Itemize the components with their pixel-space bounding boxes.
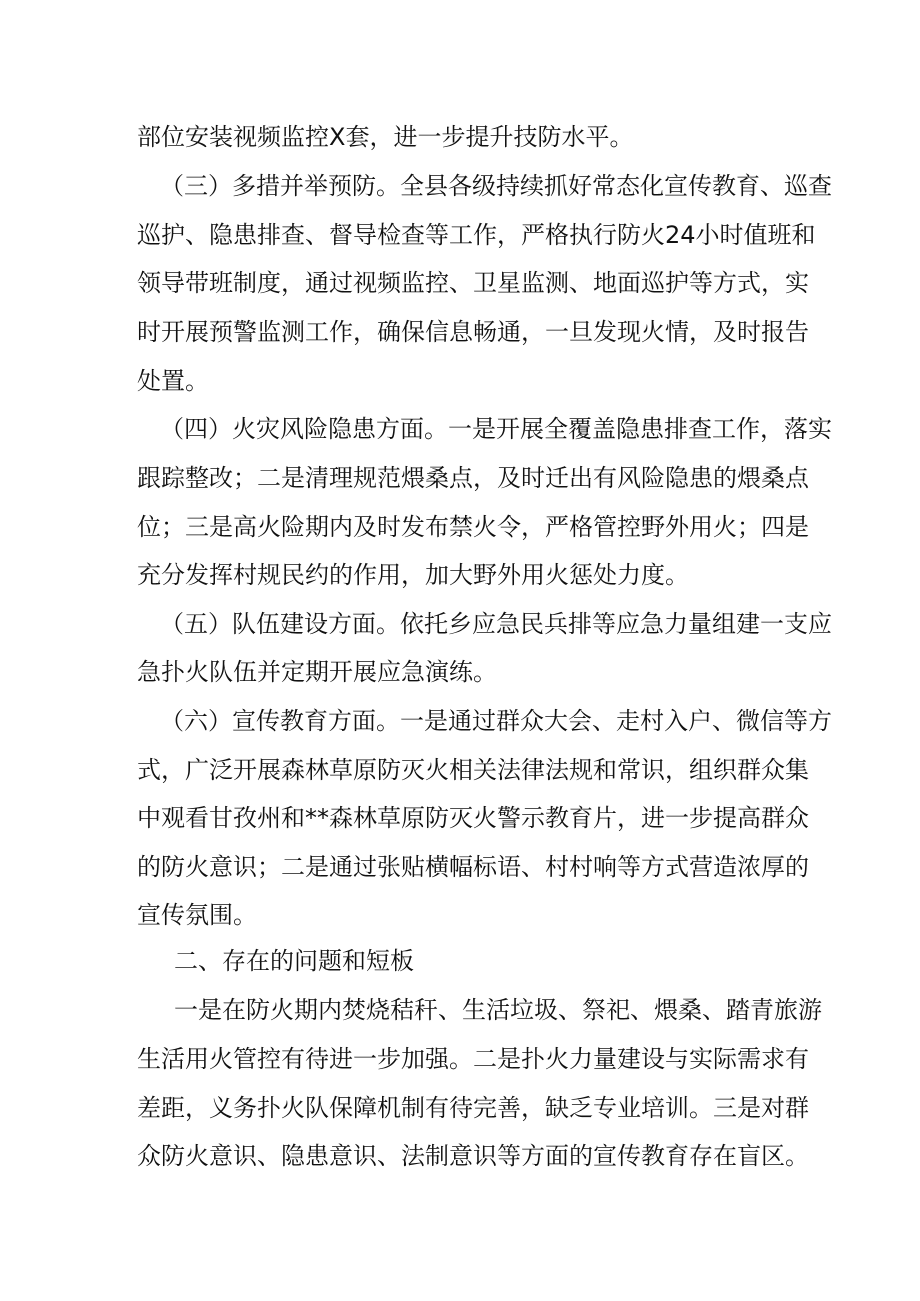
text-line: 领导带班制度，通过视频监控、卫星监测、地面巡护等方式，实	[137, 269, 809, 297]
text-line: 部位安装视频监控X套，进一步提升技防水平。	[137, 123, 634, 151]
paragraph-6-heading-line: （六）宣传教育方面。一是通过群众大会、走村入户、微信等方	[160, 707, 832, 735]
text-line: 位；三是高火险期内及时发布禁火令，严格管控野外用火；四是	[137, 513, 809, 541]
text-line: 的防火意识；二是通过张贴横幅标语、村村响等方式营造浓厚的	[137, 853, 809, 881]
paragraph-5-heading-line: （五）队伍建设方面。依托乡应急民兵排等应急力量组建一支应	[160, 610, 832, 638]
text-line: 中观看甘孜州和**森林草原防灭火警示教育片，进一步提高群众	[137, 804, 809, 832]
text-line: 一是在防火期内焚烧秸秆、生活垃圾、祭祀、煨桑、踏青旅游	[174, 996, 822, 1024]
text-line: 差距，义务扑火队保障机制有待完善，缺乏专业培训。三是对群	[137, 1094, 809, 1122]
section-heading: 二、存在的问题和短板	[174, 947, 414, 975]
text-line: 式，广泛开展森林草原防灭火相关法律法规和常识，组织群众集	[137, 756, 809, 784]
text-line: 巡护、隐患排查、督导检查等工作，严格执行防火24小时值班和	[137, 221, 816, 249]
paragraph-4-heading-line: （四）火灾风险隐患方面。一是开展全覆盖隐患排查工作，落实	[160, 415, 832, 443]
text-line: 急扑火队伍并定期开展应急演练。	[137, 658, 497, 686]
text-line: 跟踪整改；二是清理规范煨桑点，及时迁出有风险隐患的煨桑点	[137, 464, 809, 492]
text-line: 众防火意识、隐患意识、法制意识等方面的宣传教育存在盲区。	[137, 1142, 809, 1170]
text-line: 处置。	[137, 367, 209, 395]
text-line: 宣传氛围。	[137, 901, 257, 929]
text-line: 时开展预警监测工作，确保信息畅通，一旦发现火情，及时报告	[137, 318, 809, 346]
paragraph-3-heading-line: （三）多措并举预防。全县各级持续抓好常态化宣传教育、巡查	[160, 172, 832, 200]
text-line: 生活用火管控有待进一步加强。二是扑火力量建设与实际需求有	[137, 1045, 809, 1073]
text-line: 充分发挥村规民约的作用，加大野外用火惩处力度。	[137, 561, 689, 589]
